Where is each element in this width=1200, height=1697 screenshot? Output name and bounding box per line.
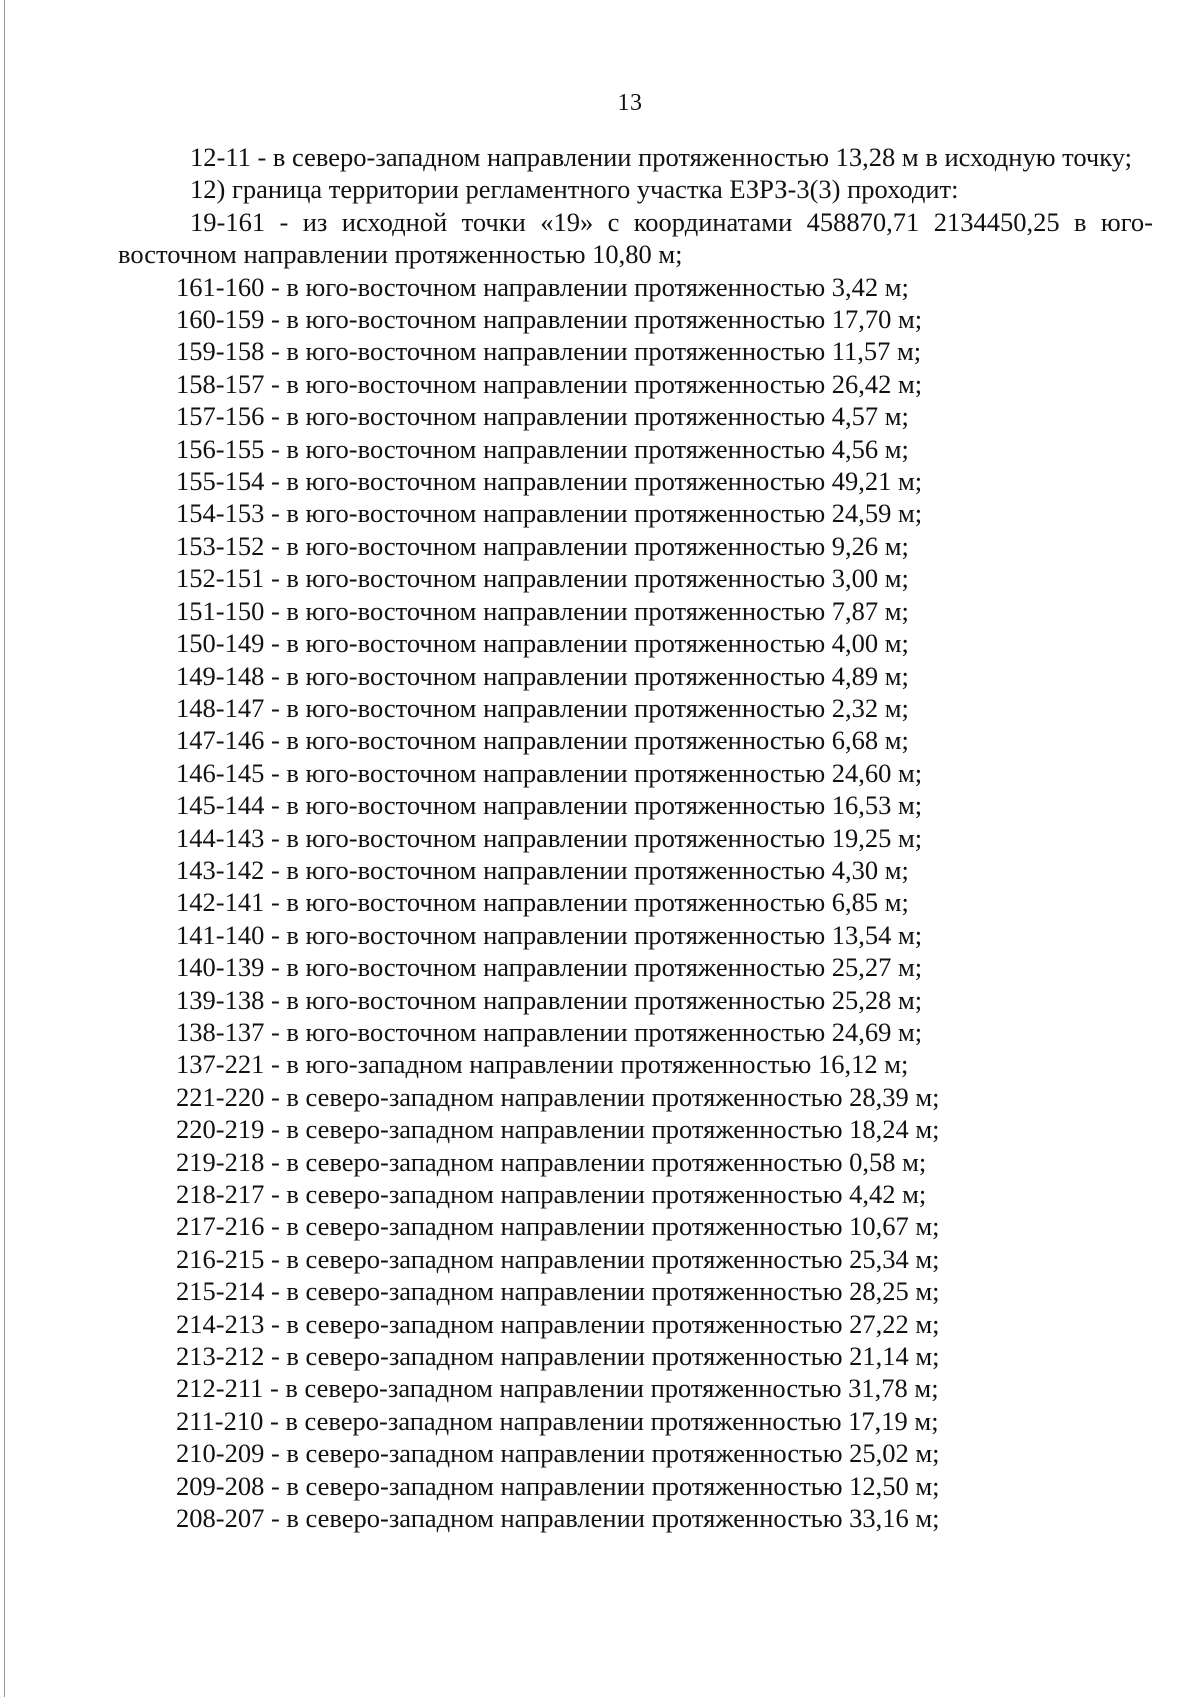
boundary-segment-item bbox=[118, 497, 1153, 529]
boundary-segment-item bbox=[118, 595, 1153, 627]
segment-description: - в юго-восточном направлении протяженностью 25,27 м; bbox=[264, 952, 923, 983]
segment-id: 221-220 bbox=[176, 1081, 265, 1112]
document-body bbox=[118, 141, 1153, 1534]
segment-description: - в юго-восточном направлении протяженностью 13,54 м; bbox=[264, 919, 923, 950]
segment-id: 158-157 bbox=[176, 368, 265, 399]
boundary-segment-item bbox=[118, 854, 1153, 886]
boundary-segment-item bbox=[118, 660, 1153, 692]
segment-id: 149-148 bbox=[176, 660, 265, 691]
segment-id: 152-151 bbox=[176, 563, 265, 594]
boundary-segment-item bbox=[118, 1372, 1153, 1404]
boundary-segment-list bbox=[118, 271, 1153, 1535]
segment-id: 160-159 bbox=[176, 304, 265, 335]
segment-id: 139-138 bbox=[176, 984, 265, 1015]
boundary-segment-item bbox=[118, 1210, 1153, 1242]
segment-description: - в северо-западном направлении протяженностью 17,19 м; bbox=[263, 1405, 939, 1436]
segment-description: - в юго-восточном направлении протяженностью 4,30 м; bbox=[264, 854, 909, 885]
segment-description: - в северо-западном направлении протяженностью 18,24 м; bbox=[264, 1114, 940, 1145]
segment-id: 218-217 bbox=[176, 1179, 265, 1209]
segment-id: 156-155 bbox=[176, 433, 265, 464]
segment-id: 150-149 bbox=[176, 628, 265, 659]
segment-description: - в северо-западном направлении протяженностью 25,02 м; bbox=[264, 1438, 940, 1469]
segment-id: 138-137 bbox=[176, 1016, 265, 1047]
boundary-segment-item bbox=[118, 1470, 1153, 1502]
segment-description: - в северо-западном направлении протяженностью 0,58 м; bbox=[264, 1146, 927, 1177]
segment-id: 211-210 bbox=[176, 1405, 264, 1436]
segment-description: - в северо-западном направлении протяженностью 33,16 м; bbox=[264, 1503, 940, 1534]
segment-description: - в юго-восточном направлении протяженностью 11,57 м; bbox=[264, 336, 922, 367]
paragraph-12-11: 12-11 - в северо-западном направлении протяженностью 13,28 м в исходную точку; bbox=[190, 142, 1133, 172]
boundary-segment-item bbox=[118, 1340, 1153, 1372]
boundary-segment-item bbox=[118, 1308, 1153, 1340]
boundary-segment-item bbox=[118, 433, 1153, 465]
boundary-segment-item bbox=[118, 984, 1153, 1016]
segment-id: 212-211 bbox=[176, 1373, 264, 1404]
segment-id: 217-216 bbox=[176, 1211, 265, 1242]
boundary-segment-item bbox=[118, 562, 1153, 594]
boundary-segment-item bbox=[118, 919, 1153, 951]
boundary-segment-item bbox=[118, 1243, 1153, 1275]
paragraph-section-12-heading: 12) граница территории регламентного участка ЕЗРЗ-3(3) проходит: bbox=[190, 174, 959, 205]
segment-id: 209-208 bbox=[176, 1470, 265, 1501]
paragraph-19-161: 19-161 - из исходной точки «19» с координатами 458870,71 2134450,25 в юго-восточном направлении протяженностью 10,80 м; bbox=[118, 206, 1153, 270]
segment-description: - в юго-восточном направлении протяженностью 3,42 м; bbox=[264, 271, 909, 302]
segment-id: 146-145 bbox=[176, 757, 265, 788]
boundary-segment-item bbox=[118, 1016, 1153, 1048]
segment-description: - в юго-восточном направлении протяженностью 49,21 м; bbox=[264, 466, 923, 497]
boundary-segment-item bbox=[118, 692, 1153, 724]
segment-id: 144-143 bbox=[176, 822, 265, 853]
segment-description: - в юго-восточном направлении протяженностью 24,59 м; bbox=[264, 498, 923, 529]
segment-description: - в юго-восточном направлении протяженностью 6,85 м; bbox=[264, 887, 909, 918]
segment-id: 213-212 bbox=[176, 1341, 265, 1372]
segment-description: - в юго-восточном направлении протяженностью 17,70 м; bbox=[264, 304, 923, 335]
boundary-segment-item bbox=[118, 465, 1153, 497]
segment-id: 145-144 bbox=[176, 790, 265, 821]
segment-description: - в юго-западном направлении протяженностью 16,12 м; bbox=[264, 1049, 909, 1080]
boundary-segment-item bbox=[118, 368, 1153, 400]
segment-description: - в северо-западном направлении протяженностью 28,25 м; bbox=[264, 1276, 940, 1307]
boundary-segment-item bbox=[118, 1081, 1153, 1113]
segment-id: 154-153 bbox=[176, 498, 265, 529]
segment-id: 151-150 bbox=[176, 595, 265, 626]
segment-id: 140-139 bbox=[176, 952, 265, 983]
segment-id: 210-209 bbox=[176, 1438, 265, 1469]
segment-description: - в юго-восточном направлении протяженностью 6,68 м; bbox=[264, 725, 909, 756]
segment-description: - в северо-западном направлении протяженностью 28,39 м; bbox=[264, 1081, 940, 1112]
segment-description: - в юго-восточном направлении протяженностью 24,69 м; bbox=[264, 1016, 923, 1047]
boundary-segment-item bbox=[118, 1113, 1153, 1145]
segment-description: - в северо-западном направлении протяженностью 25,34 м; bbox=[264, 1243, 940, 1274]
segment-description: - в юго-восточном направлении протяженностью 9,26 м; bbox=[264, 530, 909, 561]
segment-id: 159-158 bbox=[176, 336, 265, 367]
segment-description: - в северо-западном направлении протяженностью 27,22 м; bbox=[264, 1308, 940, 1339]
segment-description: - в юго-восточном направлении протяженностью 3,00 м; bbox=[264, 563, 909, 594]
segment-description: - в юго-восточном направлении протяженностью 4,56 м; bbox=[264, 433, 909, 464]
segment-id: 157-156 bbox=[176, 401, 265, 432]
segment-description: - в юго-восточном направлении протяженностью 26,42 м; bbox=[264, 368, 923, 399]
segment-id: 219-218 bbox=[176, 1146, 265, 1177]
segment-description: - в юго-восточном направлении протяженностью 4,57 м; bbox=[264, 401, 909, 432]
segment-description: - в юго-восточном направлении протяженностью 4,00 м; bbox=[264, 628, 909, 659]
segment-description: - в юго-восточном направлении протяженностью 19,25 м; bbox=[264, 822, 923, 853]
boundary-segment-item bbox=[118, 627, 1153, 659]
boundary-segment-item bbox=[118, 1405, 1153, 1437]
boundary-segment-item bbox=[118, 1502, 1153, 1534]
segment-id: 216-215 bbox=[176, 1243, 265, 1274]
segment-id: 220-219 bbox=[176, 1114, 265, 1145]
boundary-segment-item bbox=[118, 886, 1153, 918]
boundary-segment-item bbox=[118, 1048, 1153, 1080]
segment-id: 141-140 bbox=[176, 919, 265, 950]
segment-description: - в северо-западном направлении протяженностью 12,50 м; bbox=[264, 1470, 940, 1501]
boundary-segment-item bbox=[118, 1178, 1153, 1210]
boundary-segment-item bbox=[118, 530, 1153, 562]
segment-id: 142-141 bbox=[176, 887, 265, 918]
segment-id: 137-221 bbox=[176, 1049, 265, 1080]
boundary-segment-item bbox=[118, 1146, 1153, 1178]
boundary-segment-item bbox=[118, 400, 1153, 432]
boundary-segment-item bbox=[118, 757, 1153, 789]
boundary-segment-item bbox=[118, 303, 1153, 335]
boundary-segment-item bbox=[118, 271, 1153, 303]
page-edge-line bbox=[4, 0, 5, 1697]
boundary-segment-item bbox=[118, 335, 1153, 367]
segment-description: - в юго-восточном направлении протяженностью 24,60 м; bbox=[264, 757, 923, 788]
segment-id: 153-152 bbox=[176, 530, 265, 561]
segment-id: 147-146 bbox=[176, 725, 265, 756]
segment-id: 161-160 bbox=[176, 271, 265, 302]
segment-description: - в северо-западном направлении протяженностью 21,14 м; bbox=[264, 1341, 940, 1372]
segment-description: - в юго-восточном направлении протяженностью 25,28 м; bbox=[264, 984, 923, 1015]
boundary-segment-item bbox=[118, 951, 1153, 983]
segment-id: 148-147 bbox=[176, 692, 265, 723]
segment-description: - в юго-восточном направлении протяженностью 7,87 м; bbox=[264, 595, 909, 626]
segment-description: - в юго-восточном направлении протяженностью 4,89 м; bbox=[264, 660, 909, 691]
boundary-segment-item bbox=[118, 822, 1153, 854]
segment-description: - в северо-западном направлении протяженностью 31,78 м; bbox=[263, 1373, 939, 1404]
segment-id: 215-214 bbox=[176, 1276, 265, 1307]
boundary-segment-item bbox=[118, 724, 1153, 756]
segment-id: 214-213 bbox=[176, 1308, 265, 1339]
boundary-segment-item bbox=[118, 1275, 1153, 1307]
segment-id: 155-154 bbox=[176, 466, 265, 497]
segment-id: 208-207 bbox=[176, 1503, 265, 1534]
segment-id: 143-142 bbox=[176, 854, 265, 885]
segment-description: - в северо-западном направлении протяженностью 4,42 м; bbox=[264, 1179, 927, 1209]
segment-description: - в юго-восточном направлении протяженностью 2,32 м; bbox=[264, 692, 909, 723]
segment-description: - в северо-западном направлении протяженностью 10,67 м; bbox=[264, 1211, 940, 1242]
segment-description: - в юго-восточном направлении протяженностью 16,53 м; bbox=[264, 790, 923, 821]
boundary-segment-item bbox=[118, 1437, 1153, 1469]
page-number: 13 bbox=[617, 90, 643, 116]
boundary-segment-item bbox=[118, 789, 1153, 821]
